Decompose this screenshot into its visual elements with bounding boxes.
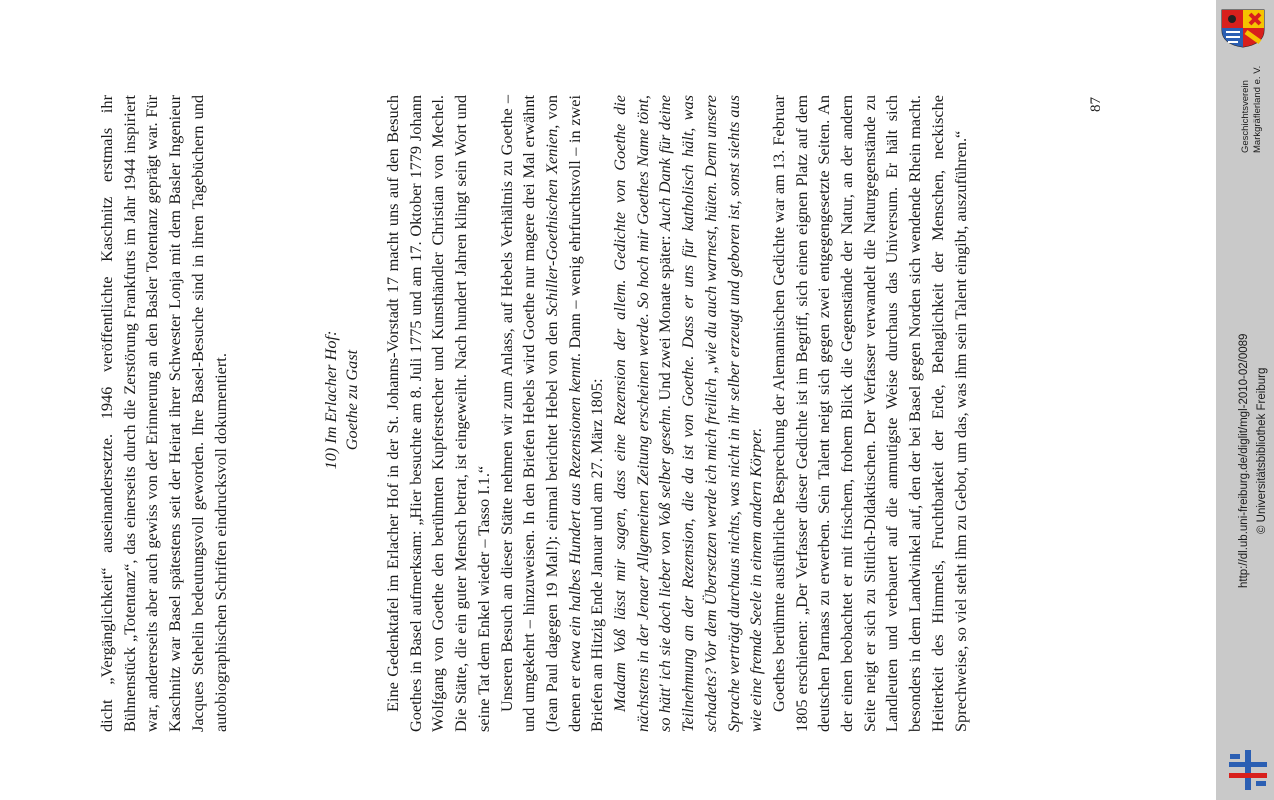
paragraph-goethe-review: Goethes berühmte ausführliche Besprechung der Alemannischen Gedichte war am 13. Februar 1805 erschienen: „Der Verfasser dieser Gedichte ist im Begriff, sich einen eignen Platz auf dem deutschen Parnass zu erwerben. Sein Talent neigt sich gegen zwei entgegengesetzte Seiten. An der einen beobachtet er mit frischem, frohem Blick die Gegenstände der Natur, an der andern Seite neigt er sich zu Sittlich-Didaktischen. Der Verfasser verwandelt die Naturgegenstände zu Landleuten und verbauert auf die anmutigste Weise durchaus das Universum. Er hält sich besonders in dem Landwinkel auf, den der bei Basel gegen Norden sich wendende Rhein macht. Heiterkeit des Himmels, Fruchtbarkeit der Erde, Behaglichkeit der Menschen, neckische Sprechweise, so viel steht ihm zu Gebot, um das, was ihm sein Talent eingibt, auszuführen.“ <box>768 95 970 732</box>
heading-line-1: 10) Im Erlacher Hof: <box>321 330 340 470</box>
sidebar-text <box>1216 0 1274 800</box>
p4-quote-2: Auch Dank für deine Teilnehmung an der Rezension, die da ist von Goethe. Dass er uns für katholisch hält, was schadets? Vor dem Übersetzen werde ich mich freilich „wie du auch warnest, hüten. Denn unsere Sprache verträgt durchaus nichts, was nicht in ihr selber erzeugt und geboren ist, sonst siehts aus wie eine fremde Seele in einem andern Körper. <box>655 95 766 732</box>
p3-text-a: Unseren Besuch an dieser Stätte nehmen wir zum Anlass, auf Hebels Verhältnis zu Goethe – und umgekehrt – hinzuweisen. In den Briefen Hebels wird Goethe nur magere drei Mal erwähnt (Jean Paul dagegen 19 Mal!): einmal berichtet Hebel von den <box>496 95 561 732</box>
paragraph-gedenktafel: Eine Gedenktafel im Erlacher Hof in der St. Johanns-Vorstadt 17 macht uns auf den Besuch Goethes in Basel aufmerksam: „Hier besuchte am 8. Juli 1775 und am 17. Oktober 1779 Johann Wolfgang von Goethe den berühmten Kupferstecher und Kunsthändler Christian von Mechel. Die Stätte, die ein guter Mensch betrat, ist eingeweiht. Nach hundert Jahren klingt sein Wort und seine Tat dem Enkel wieder – Tasso I.1.“ <box>383 95 493 732</box>
publisher-line-1: Geschichtsverein <box>1240 80 1251 153</box>
paragraph-letter-quotes <box>609 95 768 732</box>
heading-line-2: Goethe zu Gast <box>342 349 361 451</box>
main-text <box>382 95 972 732</box>
permalink-url[interactable]: http://dl.ub.uni-freiburg.de/diglit/mgl-2010-02/0089 <box>1238 333 1250 588</box>
paragraph-hebel-goethe <box>496 95 610 732</box>
p3-text-c: , von denen er <box>541 95 584 732</box>
p3-xenien-title: Schiller-Goethischen Xenien <box>541 128 561 317</box>
copyright-notice: © Universitätsbibliothek Freiburg <box>1256 367 1268 534</box>
p3-quote: etwa ein halbes Hundert aus Rezensionen kennt <box>564 357 584 672</box>
ub-freiburg-logo-icon <box>1226 748 1270 792</box>
publisher-name <box>1240 66 1264 153</box>
coat-of-arms-icon <box>1220 8 1266 48</box>
p4-quote-1: Madam Voß lässt mir sagen, dass eine Rezension der allem. Gedichte von Goethe die nächstens in der Jenaer Allgemeinen Zeitung erscheinen werde. So hoch mir Goethes Name tönt, so hätt' ich sie doch lieber von Voß selber gesehn. <box>610 95 675 732</box>
p4-text-b: Und zwei Monate später: <box>655 231 675 405</box>
paragraph-kaschnitz <box>96 95 232 732</box>
page-number: 87 <box>1088 97 1104 112</box>
section-heading <box>320 0 362 800</box>
publisher-line-2: Markgräflerland e. V. <box>1252 65 1263 153</box>
paragraph-1-text: dicht „Vergänglichkeit“ auseinandersetzte. 1946 veröffentlichte Kaschnitz erstmals ihr Bühnenstück „Totentanz“, das einerseits durch die Zerstörung Frankfurts im Jahr 1944 inspiriert war, andererseits aber auch gewiss von der Erinnerung an den Basler Totentanz geprägt war. Für Kaschnitz war Basel spätestens seit der Heirat ihrer Schwester Lonja mit dem Basler Ingenieur Jacques Stehelin bedeutungsvoll geworden. Ihre Basel-Besuche sind in ihren Tagebüchern und autobiographischen Schriften eindrucksvoll dokumentiert. <box>97 95 230 732</box>
p3-text-e: . Dann – wenig ehrfurchtsvoll – in zwei Briefen an Hitzig Ende Januar und am 27. März 1805: <box>564 94 607 732</box>
